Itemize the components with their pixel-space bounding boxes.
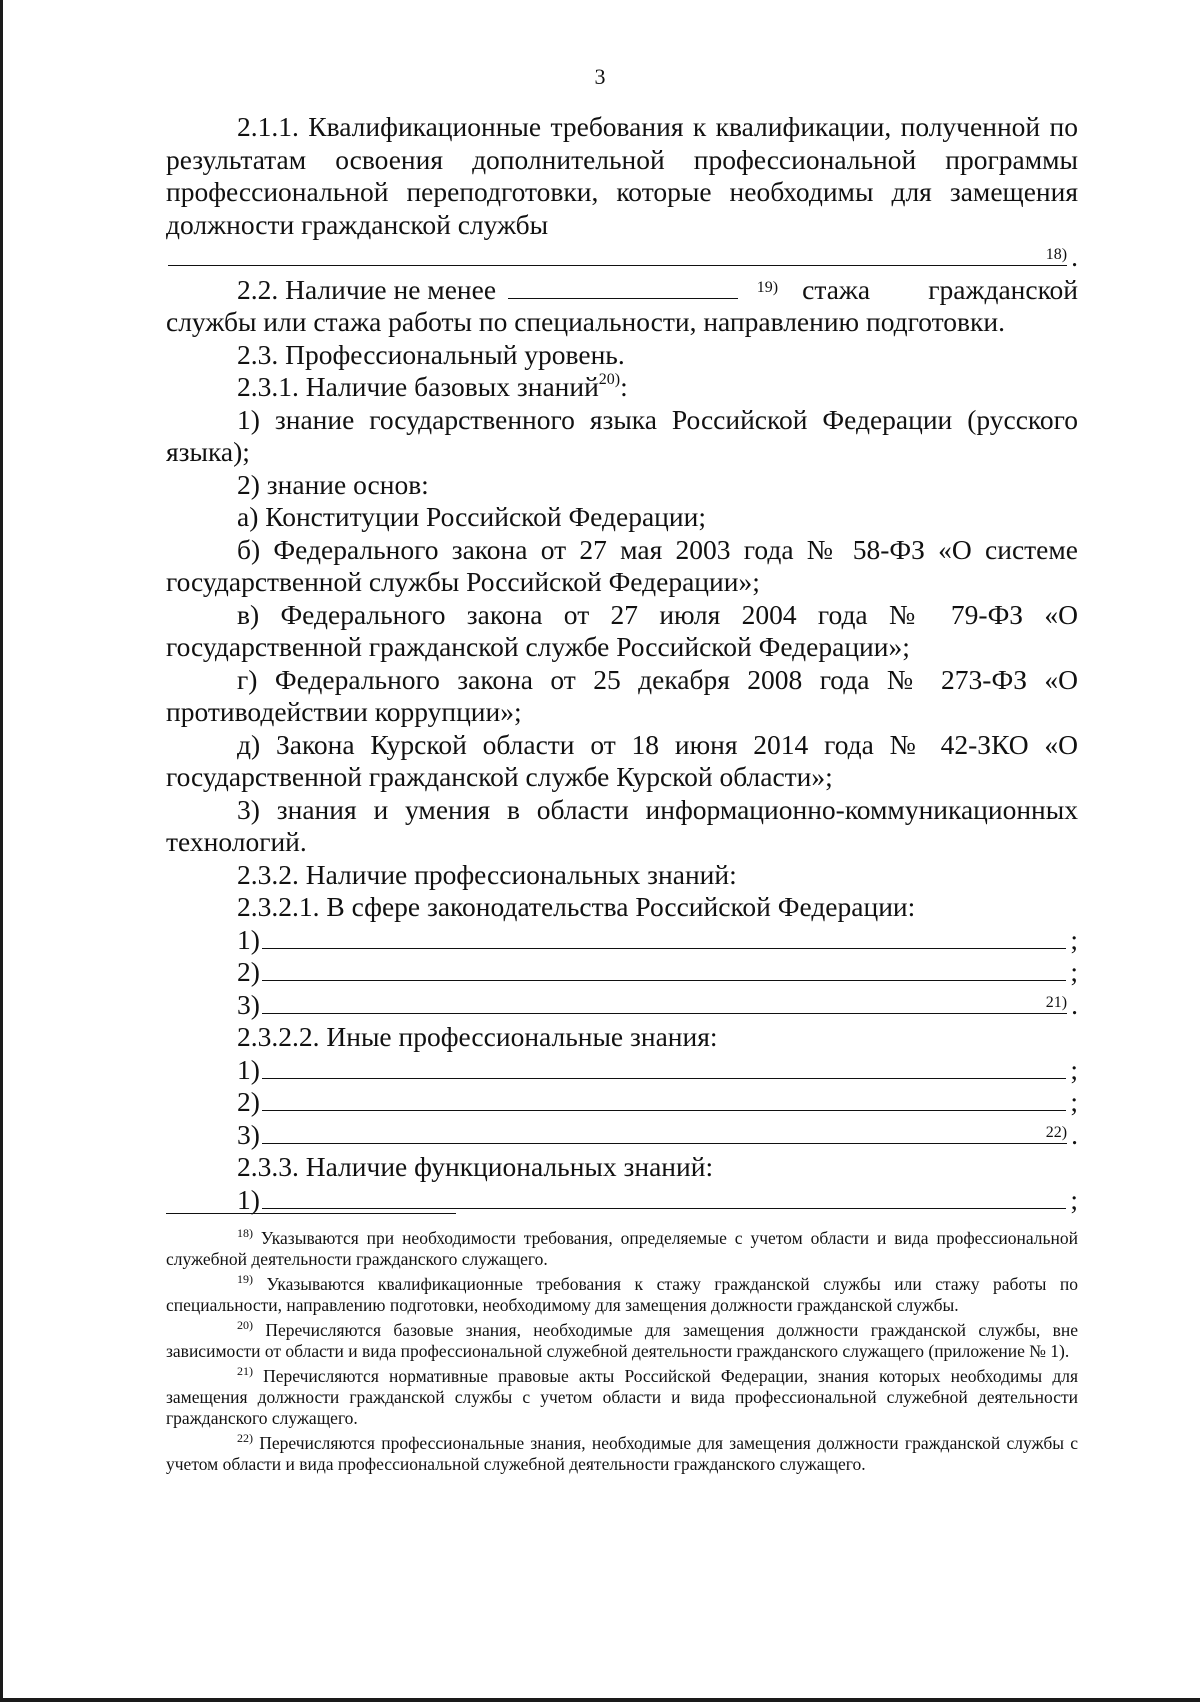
item-number: 1) (237, 923, 260, 955)
blank-line (262, 1123, 1068, 1144)
section-2-3-2: 2.3.2. Наличие профессиональных знаний: (237, 858, 737, 890)
basic-knowledge-item: г) Федерального закона от 25 декабря 2008 года № 273-ФЗ «О противодействии коррупции»; (166, 663, 1078, 727)
section-2-3: 2.3. Профессиональный уровень. (237, 338, 625, 370)
section-2-2-word2: гражданской (928, 273, 1079, 305)
footnote-mark: 22) (237, 1431, 253, 1445)
item-end: ; (1070, 1183, 1078, 1215)
basic-knowledge-item: д) Закона Курской области от 18 июня 2014 года № 42-ЗКО «О государственной гражданской службе Курской области»; (166, 728, 1078, 792)
section-2-3-2-2-title: 2.3.2.2. Иные профессиональные знания: (237, 1021, 718, 1052)
footnote-ref-20: 20) (598, 371, 621, 388)
basic-knowledge-item: а) Конституции Российской Федерации; (237, 501, 706, 532)
section-2-2-line (166, 274, 1078, 307)
footnote-text: Перечисляются базовые знания, необходимые для замещения должности гражданской службы, вне зависимости от области и вида профессиональной служебной деятельности гражданского служащего (приложение № 1). (166, 1320, 1079, 1361)
footnote-mark: 21) (237, 1364, 253, 1378)
other-knowledge-item (166, 1119, 1078, 1152)
basic-knowledge-item: 1) знание государственного языка Российской Федерации (русского языка); (166, 403, 1078, 467)
footnote-text: Перечисляются профессиональные знания, необходимые для замещения должности гражданской службы с учетом области и вида профессиональной служебной деятельности гражданского служащего. (166, 1433, 1078, 1474)
item-end: ; (1070, 923, 1078, 955)
blank-line (262, 1207, 1066, 1209)
item-number: 1) (237, 1053, 260, 1085)
item-end: ; (1070, 956, 1078, 987)
footnote-ref-18: 18) (1045, 246, 1068, 263)
footnote-21 (166, 1366, 1078, 1429)
blank-line (262, 979, 1066, 981)
item-end: ; (1070, 1086, 1078, 1117)
footnote-ref-21: 21) (1045, 993, 1068, 1011)
item-end: . (1071, 988, 1078, 1020)
section-2-1-1-blank-row (166, 241, 1078, 274)
item-number: 1) (237, 1183, 260, 1215)
footnote-text: Указываются при необходимости требования, определяемые с учетом области и вида профессиональной служебной деятельности гражданского служащего. (166, 1228, 1079, 1269)
blank-line (262, 947, 1066, 949)
item-number: 2) (237, 956, 260, 987)
section-2-1-1-text: 2.1.1. Квалификационные требования к квалификации, полученной по результатам освоения дополнительной профессиональной программы профессиональной переподготовки, которые необходимы для замещения должности гражданской службы (166, 111, 1078, 240)
footnote-separator (166, 1213, 456, 1214)
basic-knowledge-item: 2) знание основ: (237, 468, 429, 500)
item-end: . (1071, 1118, 1078, 1150)
legislation-item (166, 956, 1078, 989)
item-number: 2) (237, 1086, 260, 1117)
section-2-2-word1: стажа (802, 273, 871, 305)
footnote-ref-22: 22) (1045, 1123, 1068, 1141)
basic-knowledge-item: б) Федерального закона от 27 мая 2003 года № 58-ФЗ «О системе государственной службы Российской Федерации»; (166, 533, 1078, 597)
item-end: ; (1070, 1053, 1078, 1085)
blank-line (262, 993, 1068, 1014)
section-2-3-1 (166, 371, 1078, 404)
section-2-2-prefix: 2.2. Наличие не менее (237, 273, 497, 305)
section-2-3-3-title: 2.3.3. Наличие функциональных знаний: (237, 1151, 714, 1182)
basic-knowledge-item: в) Федерального закона от 27 июля 2004 года № 79-ФЗ «О государственной гражданской службе Российской Федерации»; (166, 598, 1078, 662)
section-2-2-blank (508, 278, 779, 299)
section-2-3-2-1-title: 2.3.2.1. В сфере законодательства Российской Федерации: (237, 891, 916, 922)
footnote-mark: 20) (237, 1318, 253, 1332)
other-knowledge-item (166, 1086, 1078, 1119)
footnote-20 (166, 1320, 1078, 1362)
section-2-3-1-end: : (620, 371, 628, 402)
page-number: 3 (594, 64, 606, 89)
item-number: 3) (237, 988, 260, 1020)
footnote-ref-19: 19) (756, 278, 779, 296)
blank-line (262, 1109, 1066, 1111)
footnote-22 (166, 1433, 1078, 1475)
footnote-text: Перечисляются нормативные правовые акты Российской Федерации, знания которых необходимы для замещения должности гражданской службы с учетом области и вида профессиональной служебной деятельности гражданского служащего. (166, 1366, 1079, 1428)
footnote-19 (166, 1274, 1078, 1316)
other-knowledge-item (166, 1054, 1078, 1087)
item-number: 3) (237, 1118, 260, 1150)
scan-edge-left (0, 0, 3, 1702)
section-2-1-1-blank (168, 246, 1068, 266)
document-body (166, 111, 1078, 1216)
scan-edge-bottom (0, 1698, 1200, 1702)
footnote-text: Указываются квалификационные требования к стажу гражданской службы или стажу работы по специальности, направлению подготовки, необходимому для замещения должности гражданской службы. (166, 1274, 1078, 1315)
footnote-mark: 18) (237, 1226, 253, 1240)
legislation-item (166, 989, 1078, 1022)
footnote-18 (166, 1228, 1078, 1270)
section-2-1-1-end: . (1071, 241, 1078, 272)
functional-knowledge-item (166, 1184, 1078, 1217)
legislation-item (166, 924, 1078, 957)
section-2-1-1 (166, 111, 1078, 241)
footnotes (166, 1228, 1078, 1479)
section-2-2-continuation: службы или стажа работы по специальности, направлению подготовки. (166, 306, 1005, 337)
blank-line (262, 1077, 1066, 1079)
section-2-3-1-text: 2.3.1. Наличие базовых знаний (237, 371, 599, 402)
footnote-mark: 19) (237, 1272, 253, 1286)
basic-knowledge-item: 3) знания и умения в области информационно-коммуникационных технологий. (166, 793, 1078, 857)
